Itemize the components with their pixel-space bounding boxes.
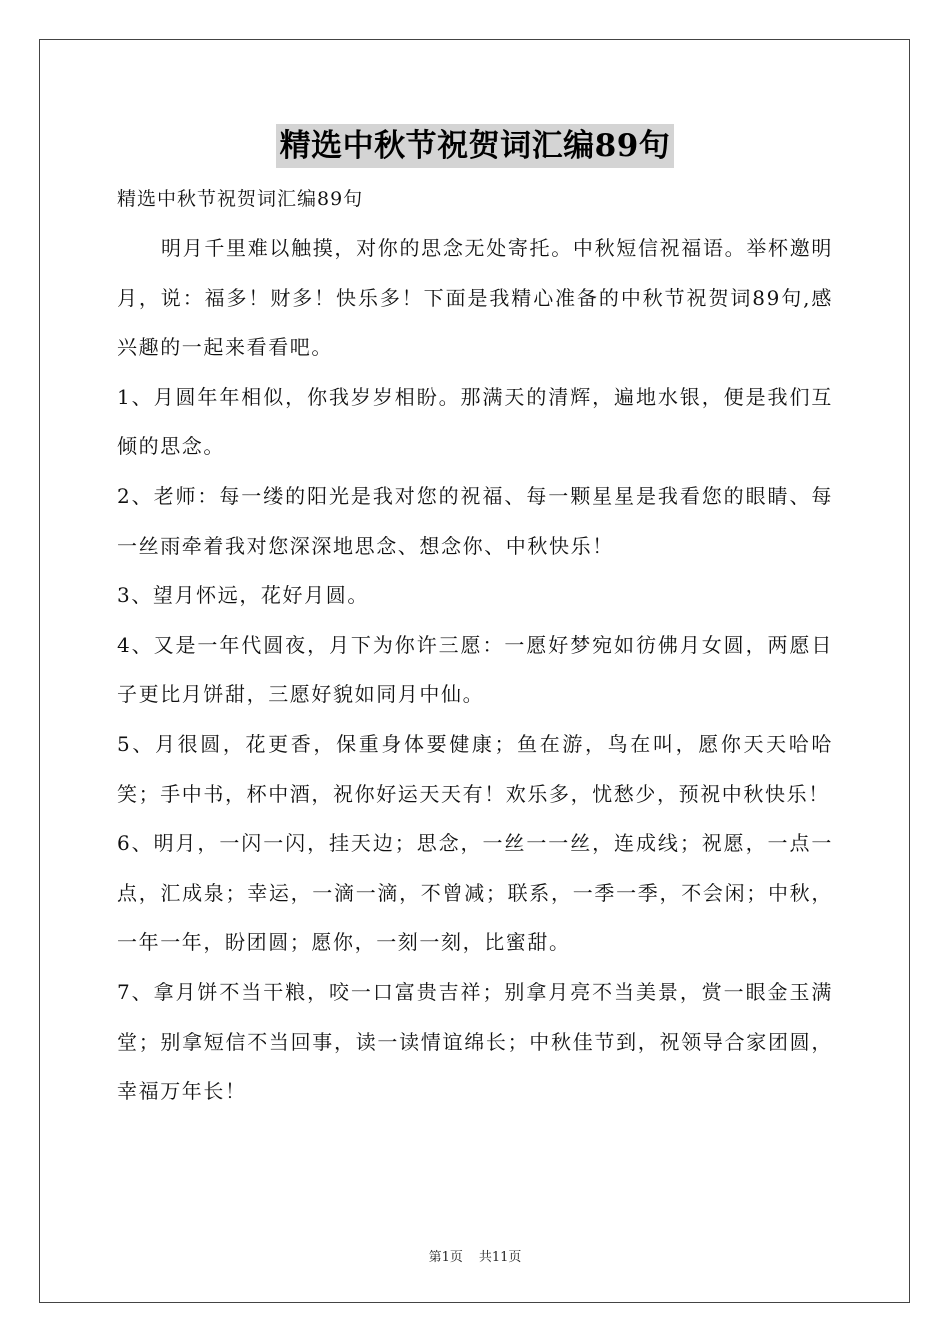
title-container bbox=[0, 124, 950, 168]
list-item: 5、月很圆，花更香，保重身体要健康；鱼在游，鸟在叫，愿你天天哈哈笑；手中书，杯中酒，祝你好运天天有！欢乐多，忧愁少，预祝中秋快乐！ bbox=[117, 731, 833, 806]
page-footer bbox=[0, 1246, 950, 1265]
document-title: 精选中秋节祝贺词汇编89句 bbox=[276, 124, 675, 168]
list-item: 4、又是一年代圆夜，月下为你许三愿：一愿好梦宛如彷佛月女圆，两愿日子更比月饼甜，三愿好貌如同月中仙。 bbox=[117, 632, 833, 707]
list-item: 2、老师：每一缕的阳光是我对您的祝福、每一颗星星是我看您的眼睛、每一丝雨牵着我对您深深地思念、想念你、中秋快乐！ bbox=[117, 483, 833, 558]
document-body bbox=[117, 178, 833, 1117]
page-number: 第1页 bbox=[428, 1250, 463, 1265]
list-item: 7、拿月饼不当干粮，咬一口富贵吉祥；别拿月亮不当美景，赏一眼金玉满堂；别拿短信不当回事，读一读情谊绵长；中秋佳节到，祝领导合家团圆，幸福万年长！ bbox=[117, 979, 833, 1104]
document-subtitle: 精选中秋节祝贺词汇编89句 bbox=[117, 188, 364, 210]
list-item: 3、望月怀远，花好月圆。 bbox=[117, 583, 369, 608]
page-total: 共11页 bbox=[478, 1250, 522, 1265]
list-item: 1、月圆年年相似，你我岁岁相盼。那满天的清辉，遍地水银，便是我们互倾的思念。 bbox=[117, 384, 833, 459]
list-item: 6、明月，一闪一闪，挂天边；思念，一丝一一丝，连成线；祝愿，一点一点，汇成泉；幸运，一滴一滴，不曾减；联系，一季一季，不会闲；中秋，一年一年，盼团圆；愿你，一刻一刻，比蜜甜。 bbox=[117, 831, 833, 955]
intro-paragraph: 明月千里难以触摸，对你的思念无处寄托。中秋短信祝福语。举杯邀明月，说：福多！财多！快乐多！下面是我精心准备的中秋节祝贺词89句,感兴趣的一起来看看吧。 bbox=[117, 236, 833, 360]
